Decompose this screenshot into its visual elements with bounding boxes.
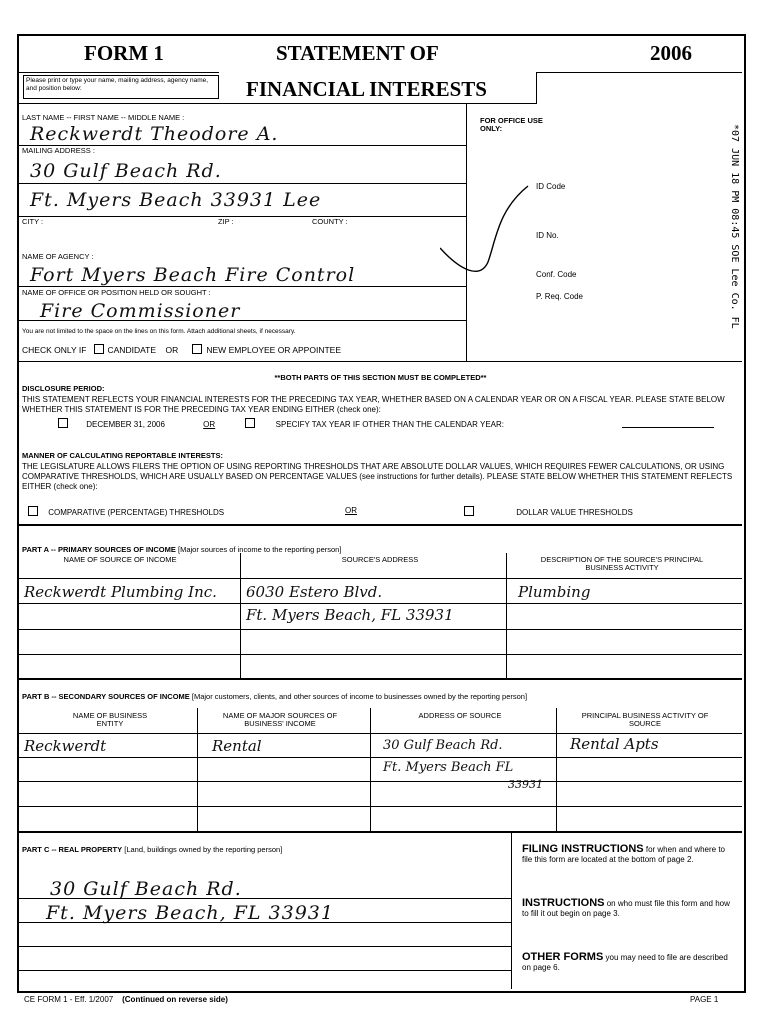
part-c-line-1: 30 Gulf Beach Rd.	[50, 878, 242, 900]
filing-instructions-text: for when and where to file this form are located at the bottom of page 2.	[522, 845, 726, 864]
print-note: Please print or type your name, mailing address, agency name, and position below:	[23, 75, 219, 99]
statement-title: STATEMENT OF	[276, 41, 439, 65]
financial-interests-title: FINANCIAL INTERESTS	[246, 77, 487, 101]
part-b-address-1: 30 Gulf Beach Rd.	[383, 738, 503, 753]
other-forms-text: you may need to file are described on page 6.	[522, 953, 728, 972]
space-note: You are not limited to the space on the lines on this form. Attach additional sheets, if necessary.	[22, 328, 296, 335]
footer-form-code: CE FORM 1 - Eff. 1/2007	[24, 995, 114, 1004]
part-b-col-sources: NAME OF MAJOR SOURCES OF BUSINESS' INCOME	[222, 711, 338, 728]
name-label: LAST NAME -- FIRST NAME -- MIDDLE NAME :	[22, 113, 185, 122]
agency-label: NAME OF AGENCY :	[22, 252, 94, 261]
comparative-checkbox[interactable]	[28, 506, 38, 516]
threshold-row	[28, 506, 224, 518]
dec31-row	[58, 418, 504, 430]
part-a-col-description: DESCRIPTION OF THE SOURCE'S PRINCIPAL BUSINESS ACTIVITY	[540, 555, 704, 572]
part-b-title: PART B -- SECONDARY SOURCES OF INCOME	[22, 692, 190, 701]
footer-form-id	[24, 996, 228, 1004]
dec31-label: DECEMBER 31, 2006	[86, 420, 165, 429]
part-b-subtitle: [Major customers, clients, and other sources of income to businesses owned by the reporting person]	[191, 692, 528, 701]
p-req-code-label: P. Req. Code	[536, 292, 583, 301]
comparative-label: COMPARATIVE (PERCENTAGE) THRESHOLDS	[48, 508, 225, 517]
agency-name: Fort Myers Beach Fire Control	[30, 264, 356, 286]
filing-instructions-heading: FILING INSTRUCTIONS	[522, 843, 644, 855]
form-year: 2006	[650, 41, 692, 65]
part-a-col-name: NAME OF SOURCE OF INCOME	[63, 555, 177, 564]
part-a-description: Plumbing	[518, 583, 591, 601]
other-forms-heading: OTHER FORMS	[522, 951, 604, 963]
dollar-checkbox[interactable]	[464, 506, 474, 516]
part-a-source-name: Reckwerdt Plumbing Inc.	[24, 583, 217, 601]
part-b-activity: Rental Apts	[570, 735, 659, 753]
part-b-address-3: 33931	[508, 778, 543, 791]
or-period: OR	[203, 420, 216, 429]
or-label: OR	[165, 345, 179, 355]
specify-checkbox[interactable]	[245, 418, 255, 428]
new-employee-checkbox[interactable]	[192, 344, 202, 354]
part-b-col-entity: NAME OF BUSINESS ENTITY	[72, 711, 148, 728]
new-employee-label: NEW EMPLOYEE OR APPOINTEE	[206, 345, 341, 355]
office-use-brace	[440, 170, 540, 310]
part-a-address-1: 6030 Estero Blvd.	[246, 583, 383, 601]
zip-label: ZIP :	[218, 217, 234, 226]
office-use-label: FOR OFFICE USE ONLY:	[480, 116, 543, 133]
part-a-header	[22, 546, 341, 554]
conf-code-label: Conf. Code	[536, 270, 577, 279]
part-b-entity: Reckwerdt	[24, 737, 107, 755]
county-label: COUNTY :	[312, 217, 348, 226]
part-c-subtitle: [Land, buildings owned by the reporting person]	[124, 845, 283, 854]
check-only-row	[22, 344, 341, 355]
instructions-heading: INSTRUCTIONS	[522, 897, 605, 909]
part-b-source: Rental	[212, 737, 262, 755]
part-c-header	[22, 846, 282, 854]
id-code-label: ID Code	[536, 182, 566, 191]
both-parts-note: **BOTH PARTS OF THIS SECTION MUST BE COMPLETED**	[274, 373, 487, 382]
specify-label: SPECIFY TAX YEAR IF OTHER THAN THE CALENDAR YEAR:	[275, 420, 504, 429]
part-a-subtitle: [Major sources of income to the reporting person]	[178, 545, 342, 554]
part-b-address-2: Ft. Myers Beach FL	[383, 760, 514, 775]
part-a-title: PART A -- PRIMARY SOURCES OF INCOME	[22, 545, 176, 554]
candidate-checkbox[interactable]	[94, 344, 104, 354]
part-b-col-address: ADDRESS OF SOURCE	[418, 711, 502, 720]
part-c-line-2: Ft. Myers Beach, FL 33931	[46, 902, 334, 924]
city-label: CITY :	[22, 217, 44, 226]
manner-title: MANNER OF CALCULATING REPORTABLE INTERESTS:	[22, 451, 223, 460]
dollar-row	[464, 506, 633, 518]
or-threshold: OR	[345, 506, 357, 515]
mailing-address-label: MAILING ADDRESS :	[22, 146, 95, 155]
instructions-text: on who must file this form and how to fill it out begin on page 3.	[522, 899, 730, 918]
office-label: NAME OF OFFICE OR POSITION HELD OR SOUGHT :	[22, 288, 211, 297]
filing-instructions	[522, 844, 736, 865]
address-line-1: 30 Gulf Beach Rd.	[30, 160, 222, 182]
manner-text: THE LEGISLATURE ALLOWS FILERS THE OPTION OF USING REPORTING THRESHOLDS THAT ARE ABSOLUTE DOLLAR VALUES, WHICH REQUIRES FEWER CALCULATIONS, OR USING COMPARATIVE THRESHOLDS, WHICH ARE USUALLY BASED ON PERCENTAGE VALUES (see instructions for further details). PLEASE STATE BELOW WHETHER THIS STATEMENT REFLECTS EITHER (check one):	[22, 462, 733, 491]
part-c-title: PART C -- REAL PROPERTY	[22, 845, 123, 854]
address-line-2: Ft. Myers Beach 33931 Lee	[30, 189, 322, 211]
candidate-label: CANDIDATE	[107, 345, 156, 355]
part-a-address-2: Ft. Myers Beach, FL 33931	[246, 606, 454, 624]
office-name: Fire Commissioner	[40, 300, 241, 322]
footer-page: PAGE 1	[690, 995, 719, 1004]
dec31-checkbox[interactable]	[58, 418, 68, 428]
disclosure-period-text: THIS STATEMENT REFLECTS YOUR FINANCIAL INTERESTS FOR THE PRECEDING TAX YEAR, WHETHER BASED ON A CALENDAR YEAR OR ON A FISCAL YEAR. PLEASE STATE BELOW WHETHER THIS STATEMENT IS FOR THE PRECEDING TAX YEAR ENDING EITHER (check one):	[22, 395, 725, 414]
check-only-label: CHECK ONLY IF	[22, 345, 87, 355]
dollar-label: DOLLAR VALUE THRESHOLDS	[516, 508, 633, 517]
id-no-label: ID No.	[536, 231, 559, 240]
disclosure-period-title: DISCLOSURE PERIOD:	[22, 384, 105, 393]
filer-name: Reckwerdt Theodore A.	[30, 123, 279, 145]
instructions-note	[522, 898, 736, 919]
part-b-col-activity: PRINCIPAL BUSINESS ACTIVITY OF SOURCE	[581, 711, 709, 728]
other-forms-note	[522, 952, 736, 973]
receipt-stamp: *07 JUN 18 PM 08:45 SOE Lee Co. FL	[729, 124, 740, 329]
part-b-header	[22, 693, 527, 701]
form-number: FORM 1	[84, 41, 164, 65]
footer-continued: (Continued on reverse side)	[122, 995, 228, 1004]
part-a-col-address: SOURCE'S ADDRESS	[341, 555, 419, 564]
